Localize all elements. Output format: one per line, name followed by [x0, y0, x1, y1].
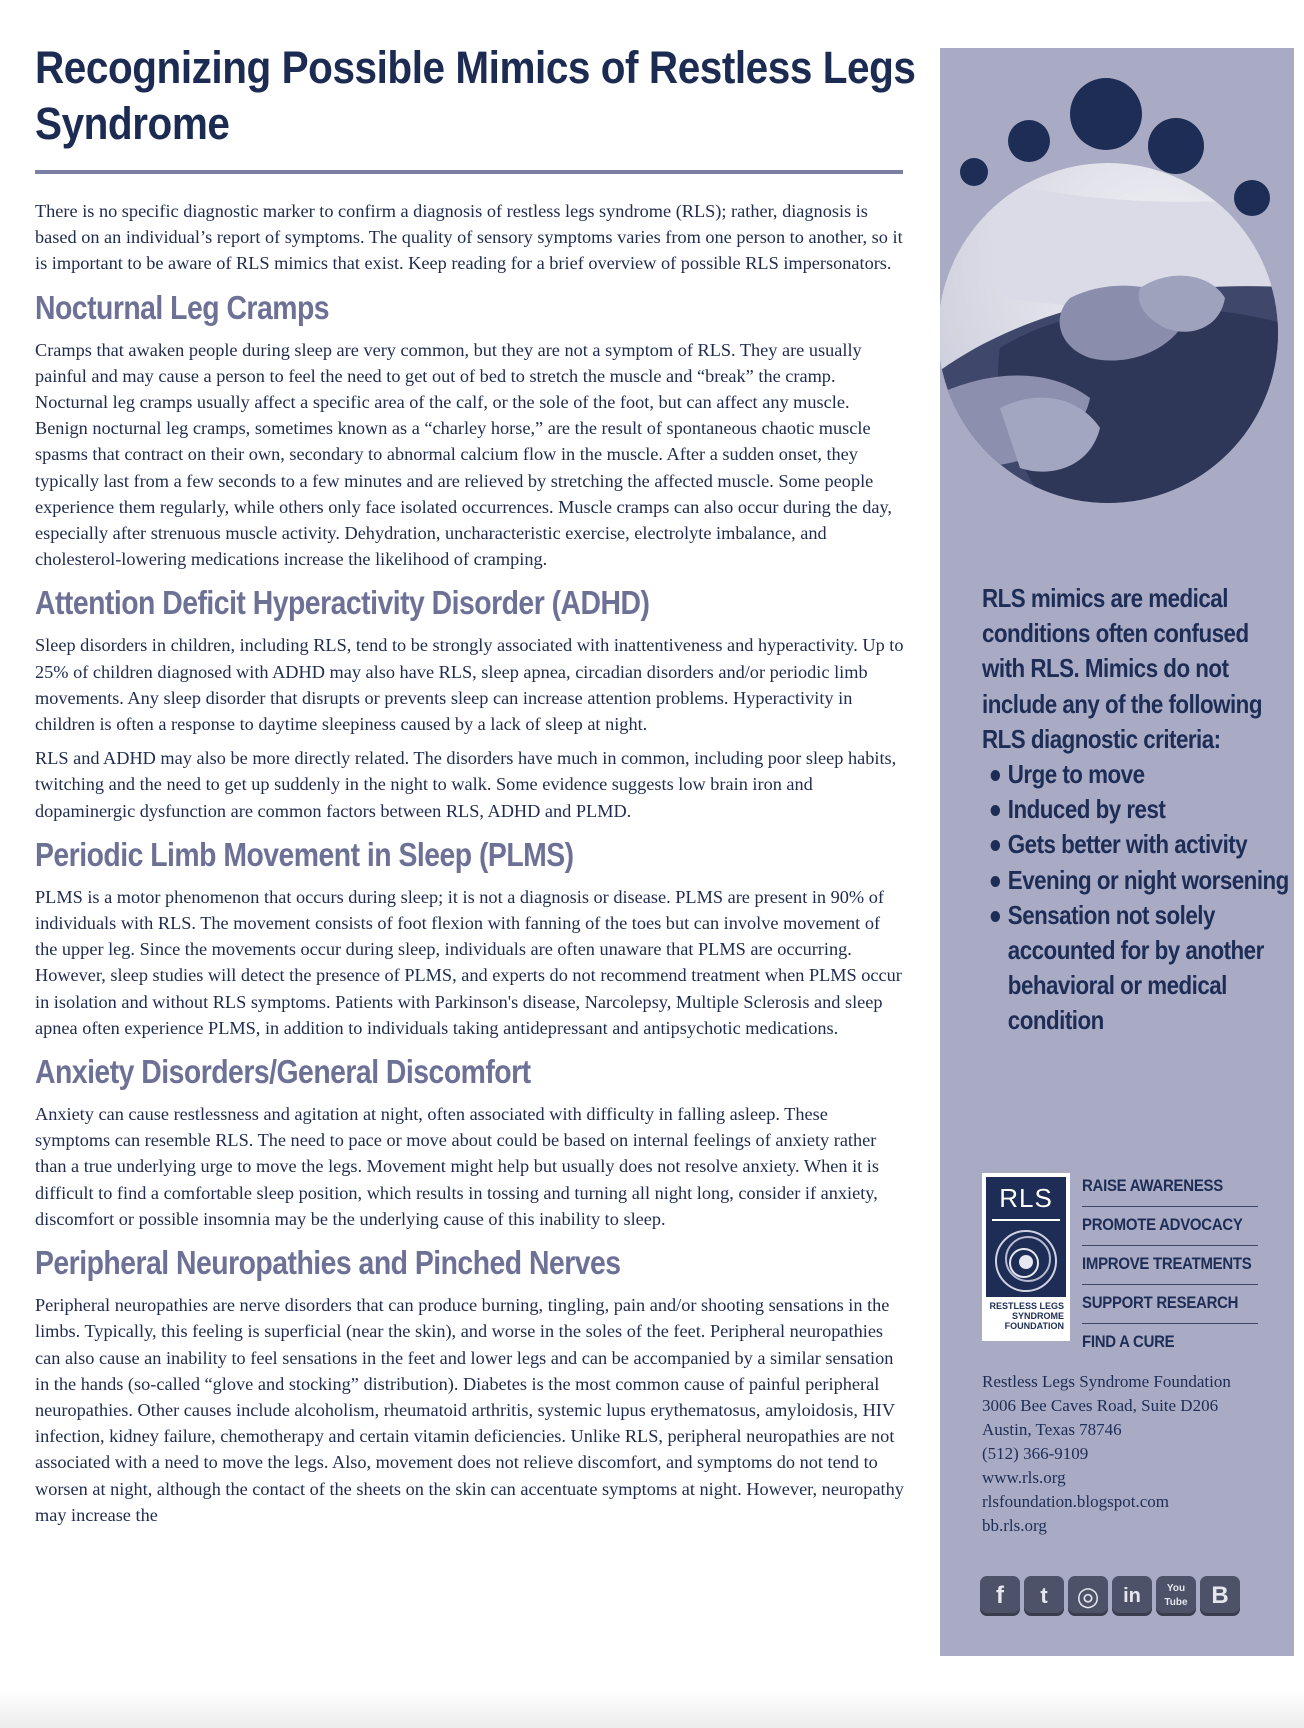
section-paragraph: Sleep disorders in children, including RLS, tend to be strongly associated with inattentiveness and hyperactivity. Up to 25% of children diagnosed with ADHD may also have RLS, sleep apnea, circadian disorders and/or periodic limb movements. Any sleep disorder that disrupts or prevents sleep can increase attention problems. Hyperactivity in children is often a response to daytime sleepiness caused by a lack of sleep at night.: [35, 635, 904, 735]
title-divider: [35, 170, 903, 174]
section-paragraph: Peripheral neuropathies are nerve disorders that can produce burning, tingling, pain and/or shooting sensations in the limbs. Typically, this feeling is superficial (near the skin), and worse in the soles of the feet. Peripheral neuropathies can also cause an inability to feel sensations in the feet and lower legs and can be accompanied by a similar sensation in the hands (so-called “glove and stocking” distribution). Diabetes is the most common cause of painful peripheral neuropathies. Other causes include alcoholism, rheumatoid arthritis, systemic lupus erythematosus, amyloidosis, HIV infection, kidney failure, chemotherapy and certain vitamin deficiencies. Unlike RLS, peripheral neuropathies are not associated with a need to move the legs. Also, movement does not relieve discomfort, and symptoms do not tend to worsen at night, although the contact of the sheets on the skin can accentuate symptoms at night. However, neuropathy may increase the: [35, 1295, 904, 1525]
logo-wordmark: RLS: [999, 1183, 1053, 1213]
intro-paragraph: There is no specific diagnostic marker to confirm a diagnosis of restless legs syndrome (RLS); rather, diagnosis is based on an individual’s report of symptoms. The quality of sensory symptoms varies from one person to another, so it is important to be aware of RLS mimics that exist. Keep reading for a brief overview of possible RLS impersonators.: [35, 201, 903, 274]
page-title: Recognizing Possible Mimics of Restless Legs Syndrome: [35, 42, 916, 149]
pillar-item: RAISE AWARENESS: [1082, 1168, 1258, 1207]
youtube-icon[interactable]: You Tube: [1156, 1576, 1196, 1616]
decorative-circle: [960, 158, 988, 186]
main-column: [35, 40, 916, 1536]
decorative-circle: [1070, 78, 1142, 150]
blogger-icon[interactable]: B: [1200, 1576, 1240, 1616]
twitter-icon[interactable]: t: [1024, 1576, 1064, 1616]
contact-address: [982, 1370, 1282, 1538]
pillar-item: SUPPORT RESEARCH: [1082, 1285, 1258, 1324]
address-line: Austin, Texas 78746: [982, 1420, 1122, 1439]
section-heading: Periodic Limb Movement in Sleep (PLMS): [35, 835, 574, 873]
section-paragraph: Anxiety can cause restlessness and agitation at night, often associated with difficulty in falling asleep. These symptoms can resemble RLS. The need to pace or move about could be based on internal feelings of anxiety rather than a true underlying urge to move the legs. Movement might help but usually does not resolve anxiety. When it is difficult to find a comfortable sleep position, which results in tossing and turning all night long, consider if anxiety, discomfort or possible insomnia may be the underlying cause of this inability to sleep.: [35, 1104, 879, 1229]
decorative-circle: [1148, 118, 1204, 174]
blog-link[interactable]: rlsfoundation.blogspot.com: [982, 1492, 1169, 1511]
callout-lead: RLS mimics are medical conditions often confused with RLS. Mimics do not include any of the following RLS diagnostic criteria:: [982, 583, 1262, 754]
address-line: Restless Legs Syndrome Foundation: [982, 1372, 1231, 1391]
section-paragraph: Cramps that awaken people during sleep are very common, but they are not a symptom of RLS. They are usually painful and may cause a person to feel the need to get out of bed to stretch the muscle and “break” the cramp. Nocturnal leg cramps usually affect a specific area of the calf, or the sole of the foot, but can affect any muscle. Benign nocturnal leg cramps, sometimes known as a “charley horse,” are the result of spontaneous chaotic muscle spasms that contract on their own, secondary to abnormal calcium flow in the muscle. After a sudden onset, they typically last from a few seconds to a few minutes and are relieved by stretching the affected muscle. Some people experience them regularly, while others only face isolated occurrences. Muscle cramps can also occur during the day, especially after strenuous muscle activity. Dehydration, uncharacteristic exercise, electrolyte imbalance, and cholesterol-lowering medications increase the likelihood of cramping.: [35, 339, 893, 570]
sidebar: [940, 48, 1294, 1656]
website-link[interactable]: www.rls.org: [982, 1468, 1066, 1487]
criteria-item: Evening or night worsening: [982, 863, 1292, 898]
section-paragraph: RLS and ADHD may also be more directly related. The disorders have much in common, including poor sleep habits, twitching and the need to get up suddenly in the night to walk. Some evidence suggests low brain iron and dopaminergic dysfunction are common factors between RLS, ADHD and PLMD.: [35, 748, 897, 821]
logo-panel: [986, 1177, 1066, 1297]
criteria-item: Gets better with activity: [982, 827, 1292, 862]
section-heading: Peripheral Neuropathies and Pinched Nerves: [35, 1244, 621, 1282]
phone-number: (512) 366-9109: [982, 1444, 1089, 1463]
logo-swirl-icon: [986, 1223, 1066, 1299]
pillar-item: IMPROVE TREATMENTS: [1082, 1246, 1258, 1285]
criteria-list: [982, 757, 1289, 1039]
mission-pillars: [1082, 1168, 1258, 1362]
logo-divider: [992, 1219, 1060, 1221]
section-paragraph: PLMS is a motor phenomenon that occurs during sleep; it is not a diagnosis or disease. PLMS are present in 90% of individuals with RLS. The movement consists of foot flexion with fanning of the toes but can involve movement of the upper leg. Since the movements occur during sleep, individuals are often unaware that PLMS are occurring. However, sleep studies will detect the presence of PLMS, and experts do not recommend treatment when PLMS occur in isolation and without RLS symptoms. Patients with Parkinson's disease, Narcolepsy, Multiple Sclerosis and sleep apnea often experience PLMS, in addition to individuals taking antidepressant and antipsychotic medications.: [35, 886, 902, 1038]
decorative-circle: [1234, 180, 1270, 216]
address-line: 3006 Bee Caves Road, Suite D206: [982, 1396, 1219, 1415]
section-heading: Nocturnal Leg Cramps: [35, 288, 330, 326]
criteria-item: Induced by rest: [982, 792, 1292, 827]
section-heading: Attention Deficit Hyperactivity Disorder (ADHD): [35, 584, 650, 622]
facebook-icon[interactable]: f: [980, 1576, 1020, 1616]
criteria-item: Sensation not solely accounted for by another behavioral or medical condition: [982, 898, 1292, 1039]
section-heading: Anxiety Disorders/General Discomfort: [35, 1053, 531, 1091]
decorative-circle: [1008, 120, 1050, 162]
criteria-item: Urge to move: [982, 757, 1292, 792]
rls-mimics-callout: [982, 581, 1289, 1039]
hands-photo: [940, 48, 1294, 528]
social-icons: [980, 1576, 1280, 1620]
logo-foundation-name: RESTLESS LEGS SYNDROME FOUNDATION: [989, 1301, 1064, 1331]
pillar-item: FIND A CURE: [1082, 1332, 1175, 1351]
instagram-icon[interactable]: ◎: [1068, 1576, 1108, 1616]
pillar-item: PROMOTE ADVOCACY: [1082, 1207, 1258, 1246]
rls-foundation-logo: [982, 1173, 1070, 1341]
linkedin-icon[interactable]: in: [1112, 1576, 1152, 1616]
forum-link[interactable]: bb.rls.org: [982, 1516, 1047, 1535]
